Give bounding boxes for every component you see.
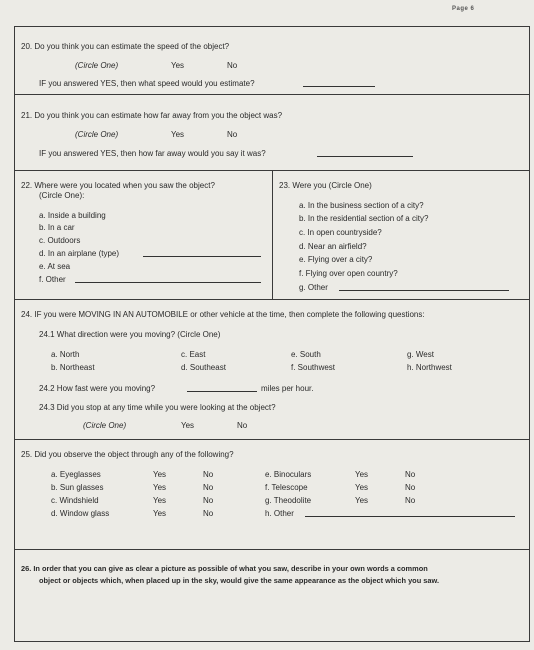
q24-2-units: miles per hour. [261,384,314,393]
q26-question-line2: object or objects which, when placed up in the sky, would give the same appearance as the object which you saw. [39,576,440,585]
q23-option-e[interactable]: e. Flying over a city? [299,255,373,264]
q24-3-no-option[interactable]: No [237,421,248,430]
q23-other-blank[interactable] [339,283,509,294]
q25-option-e[interactable]: e. Binoculars [265,470,312,479]
q24-1-option-c[interactable]: c. East [181,350,206,359]
q24-3-question: 24.3 Did you stop at any time while you were looking at the object? [39,403,276,412]
q25-a-yes[interactable]: Yes [153,470,167,479]
q24-3-yes-option[interactable]: Yes [181,421,195,430]
q23-option-a[interactable]: a. In the business section of a city? [299,201,424,210]
q25-b-yes[interactable]: Yes [153,483,167,492]
q24-1-option-d[interactable]: d. Southeast [181,363,226,372]
q22-circle-one: (Circle One): [39,191,85,200]
q24-3-circle-one: (Circle One) [83,421,127,430]
q22-airplane-blank[interactable] [143,249,261,260]
q22-option-b[interactable]: b. In a car [39,223,75,232]
q25-option-c[interactable]: c. Windshield [51,496,99,505]
q24-2-speed-blank[interactable] [187,384,257,395]
q22-option-d[interactable]: d. In an airplane (type) [39,249,120,258]
q23-option-d[interactable]: d. Near an airfield? [299,242,367,251]
q22-other-blank[interactable] [75,275,261,286]
q22-option-c[interactable]: c. Outdoors [39,236,81,245]
q20-no-option[interactable]: No [227,61,238,70]
question-26-section [15,550,529,640]
q25-option-g[interactable]: g. Theodolite [265,496,312,505]
q21-yes-option[interactable]: Yes [171,130,185,139]
q25-option-a[interactable]: a. Eyeglasses [51,470,101,479]
q25-option-b[interactable]: b. Sun glasses [51,483,104,492]
q21-circle-one: (Circle One) [75,130,119,139]
question-20-section [15,27,529,95]
q25-g-yes[interactable]: Yes [355,496,369,505]
q20-followup: IF you answered YES, then what speed would you estimate? [39,79,255,88]
q25-e-no[interactable]: No [405,470,416,479]
q26-answer-area[interactable] [21,590,523,636]
q25-f-no[interactable]: No [405,483,416,492]
q23-option-c[interactable]: c. In open countryside? [299,228,382,237]
q22-question: 22. Where were you located when you saw the object? [21,181,215,190]
q21-distance-blank[interactable] [317,149,413,160]
q25-b-no[interactable]: No [203,483,214,492]
q20-question: 20. Do you think you can estimate the speed of the object? [21,42,230,51]
q24-1-option-g[interactable]: g. West [407,350,434,359]
q23-option-f[interactable]: f. Flying over open country? [299,269,398,278]
question-25-section [15,440,529,550]
q21-question: 21. Do you think you can estimate how far away from you the object was? [21,111,283,120]
q24-2-question: 24.2 How fast were you moving? [39,384,156,393]
q25-d-no[interactable]: No [203,509,214,518]
q25-question: 25. Did you observe the object through any of the following? [21,450,234,459]
q24-1-option-a[interactable]: a. North [51,350,80,359]
q24-1-option-b[interactable]: b. Northeast [51,363,95,372]
q20-speed-blank[interactable] [303,79,375,90]
q25-c-no[interactable]: No [203,496,214,505]
q22-option-f[interactable]: f. Other [39,275,66,284]
q23-option-b[interactable]: b. In the residential section of a city? [299,214,429,223]
column-divider [272,171,273,299]
q24-1-option-e[interactable]: e. South [291,350,321,359]
q21-no-option[interactable]: No [227,130,238,139]
questionnaire-form [14,26,530,642]
q25-other-blank[interactable] [305,509,515,520]
q23-option-g[interactable]: g. Other [299,283,328,292]
question-21-section [15,95,529,171]
q24-1-question: 24.1 What direction were you moving? (Circle One) [39,330,221,339]
q23-question: 23. Were you (Circle One) [279,181,372,190]
q25-option-h[interactable]: h. Other [265,509,294,518]
q21-followup: IF you answered YES, then how far away would you say it was? [39,149,266,158]
q25-d-yes[interactable]: Yes [153,509,167,518]
q24-question: 24. IF you were MOVING IN AN AUTOMOBILE or other vehicle at the time, then complete the following questions: [21,310,425,319]
question-24-section [15,300,529,440]
q24-1-option-h[interactable]: h. Northwest [407,363,452,372]
q24-1-option-f[interactable]: f. Southwest [291,363,336,372]
q25-option-f[interactable]: f. Telescope [265,483,308,492]
q25-f-yes[interactable]: Yes [355,483,369,492]
q20-circle-one: (Circle One) [75,61,119,70]
q26-question-line1: 26. In order that you can give as clear a picture as possible of what you saw, describe in your own words a common [21,564,428,573]
page-number: Page 6 [452,6,475,12]
question-22-23-section [15,171,529,300]
q25-g-no[interactable]: No [405,496,416,505]
q25-e-yes[interactable]: Yes [355,470,369,479]
q25-option-d[interactable]: d. Window glass [51,509,110,518]
q20-yes-option[interactable]: Yes [171,61,185,70]
q22-option-a[interactable]: a. Inside a building [39,211,106,220]
q22-option-e[interactable]: e. At sea [39,262,71,271]
q25-a-no[interactable]: No [203,470,214,479]
q25-c-yes[interactable]: Yes [153,496,167,505]
